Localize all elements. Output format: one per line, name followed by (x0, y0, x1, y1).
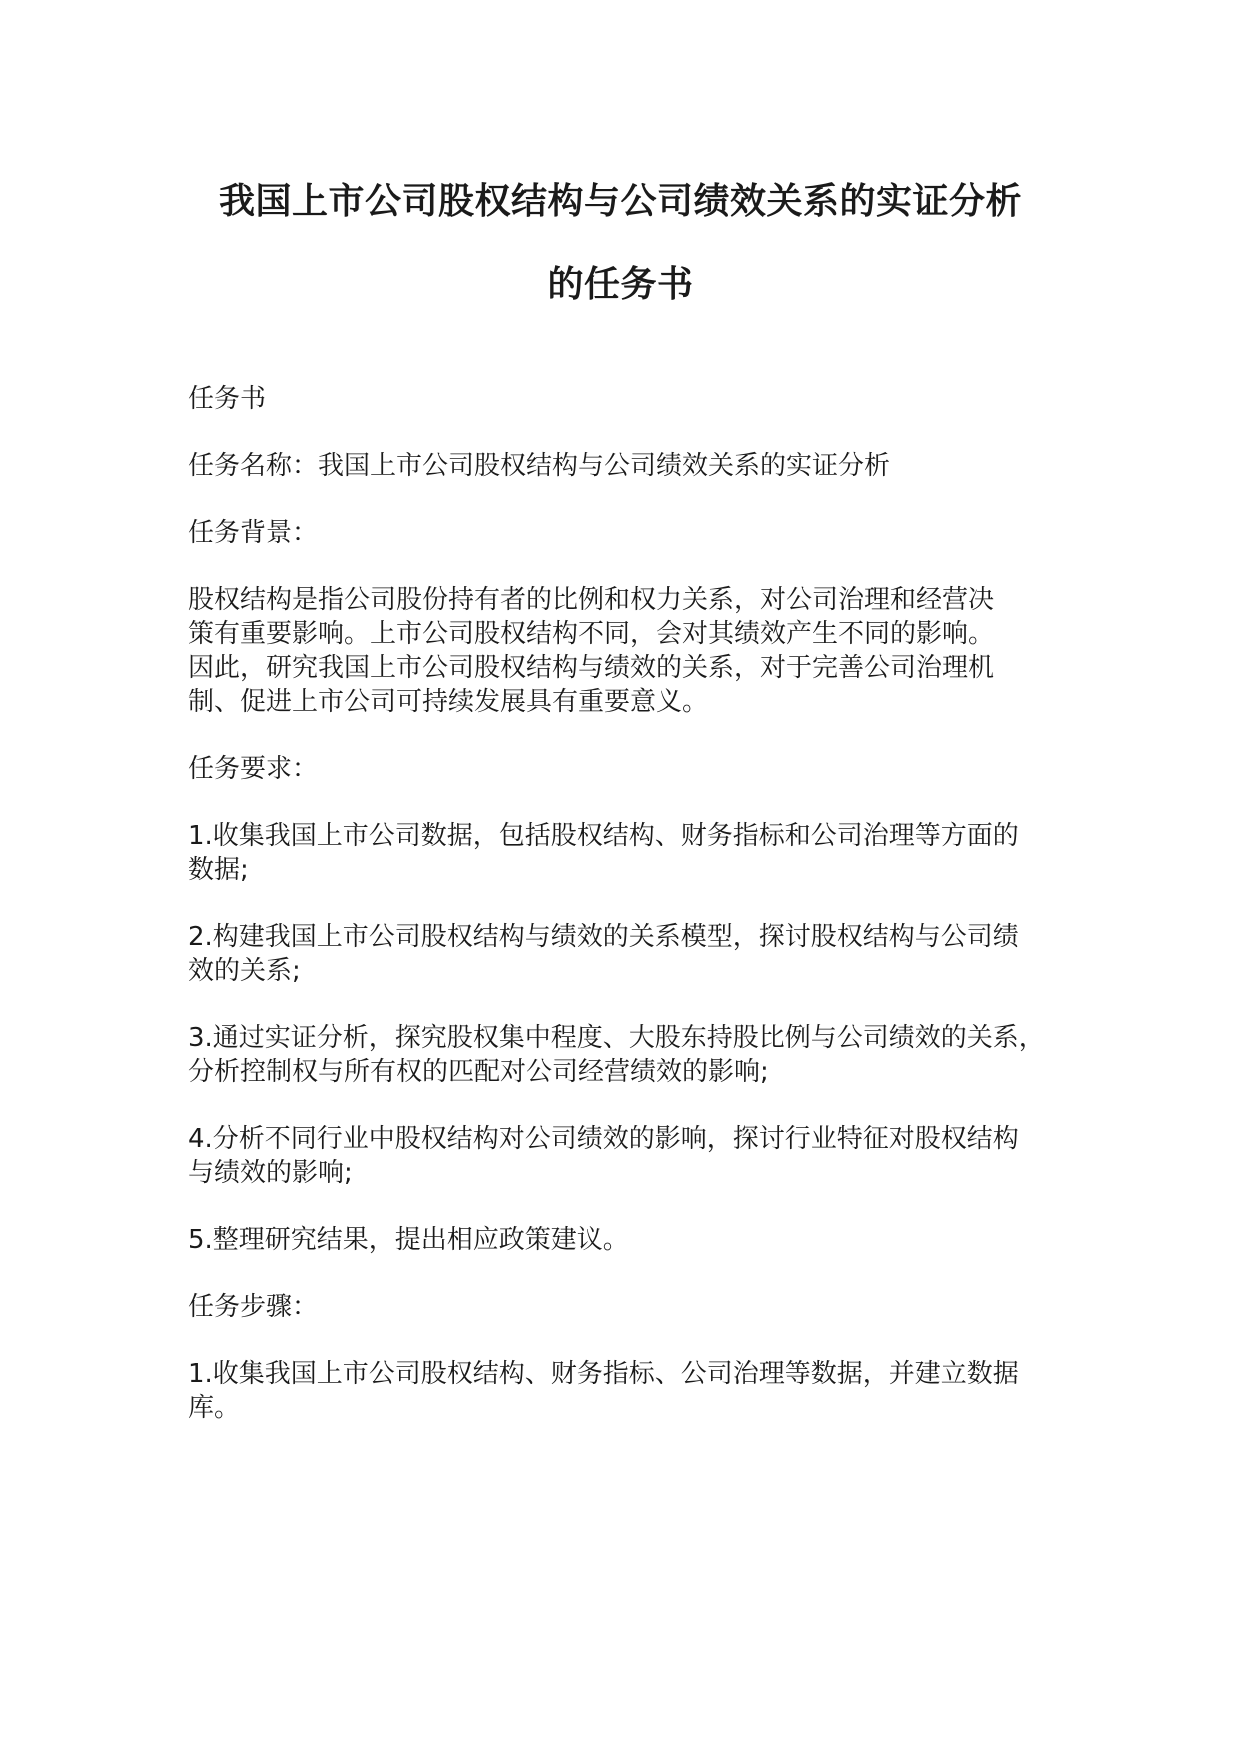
requirement-line: 3.通过实证分析，探究股权集中程度、大股东持股比例与公司绩效的关系， (188, 1023, 1045, 1053)
task-name: 任务名称：我国上市公司股权结构与公司绩效关系的实证分析 (188, 451, 891, 481)
requirement-item (188, 1021, 1078, 1089)
requirement-line: 效的关系; (188, 956, 301, 986)
requirement-line: 2.构建我国上市公司股权结构与绩效的关系模型，探讨股权结构与公司绩 (188, 922, 1019, 952)
document-body (188, 382, 1078, 1425)
step-line: 库。 (188, 1393, 241, 1423)
steps-label: 任务步骤： (188, 1292, 319, 1322)
requirement-line: 4.分析不同行业中股权结构对公司绩效的影响，探讨行业特征对股权结构 (188, 1124, 1019, 1154)
requirement-line: 分析控制权与所有权的匹配对公司经营绩效的影响; (188, 1057, 769, 1087)
requirement-line: 数据; (188, 855, 249, 885)
background-paragraph (188, 583, 1078, 719)
requirement-item (188, 1223, 1078, 1257)
requirement-item (188, 1122, 1078, 1190)
section-heading: 任务书 (188, 384, 267, 414)
background-label: 任务背景： (188, 518, 319, 548)
background-line: 策有重要影响。上市公司股权结构不同，会对其绩效产生不同的影响。 (188, 619, 995, 649)
document-title-line-1: 我国上市公司股权结构与公司绩效关系的实证分析 (218, 181, 1022, 222)
requirements-label: 任务要求： (188, 754, 319, 784)
background-line: 因此，研究我国上市公司股权结构与绩效的关系，对于完善公司治理机 (188, 653, 995, 683)
step-item (188, 1357, 1078, 1425)
requirement-item (188, 920, 1078, 988)
requirement-line: 与绩效的影响; (188, 1158, 353, 1188)
requirement-line: 1.收集我国上市公司数据，包括股权结构、财务指标和公司治理等方面的 (188, 821, 1019, 851)
requirement-item (188, 819, 1078, 887)
background-line: 制、促进上市公司可持续发展具有重要意义。 (188, 687, 709, 717)
step-line: 1.收集我国上市公司股权结构、财务指标、公司治理等数据，并建立数据 (188, 1359, 1019, 1389)
document-title-line-2: 的任务书 (547, 264, 694, 305)
background-line: 股权结构是指公司股份持有者的比例和权力关系，对公司治理和经营决 (188, 585, 995, 615)
requirement-line: 5.整理研究结果，提出相应政策建议。 (188, 1225, 629, 1255)
